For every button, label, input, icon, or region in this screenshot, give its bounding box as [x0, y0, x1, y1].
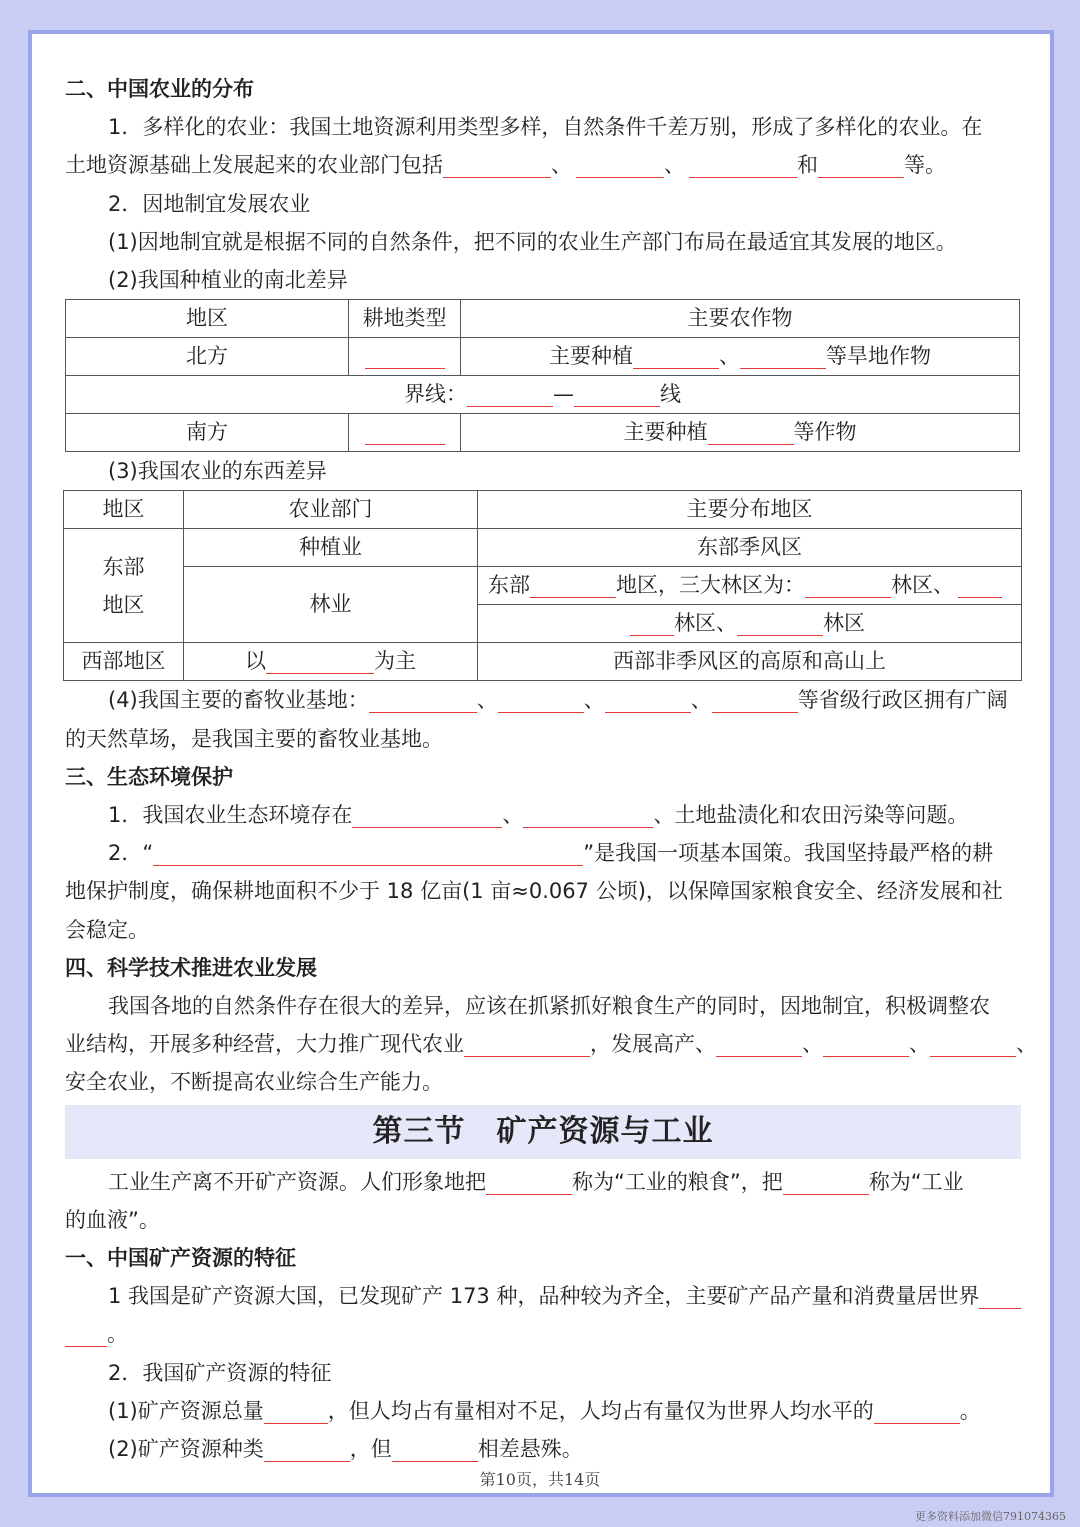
text: 称为“工业 — [868, 1169, 964, 1194]
fill-blank[interactable] — [574, 382, 660, 407]
paragraph: (2)我国种植业的南北差异 — [108, 268, 348, 293]
text: 为主 — [374, 649, 416, 674]
fill-blank[interactable] — [605, 688, 691, 713]
table-cell — [66, 376, 1020, 414]
fill-blank[interactable] — [979, 1284, 1021, 1309]
paragraph: 安全农业，不断提高农业综合生产能力。 — [65, 1070, 443, 1095]
text: 、 — [583, 688, 605, 713]
fill-blank[interactable] — [716, 1032, 802, 1057]
table-cell: 西部地区 — [64, 643, 184, 681]
paragraph — [65, 1025, 1037, 1063]
section-heading-ecology: 三、生态环境保护 — [65, 764, 233, 789]
text: ，但人均占有量相对不足，人均占有量仅为世界人均水平的 — [327, 1398, 874, 1423]
fill-blank[interactable] — [930, 1032, 1016, 1057]
text: 工业生产离不开矿产资源。人们形象地把 — [108, 1169, 486, 1194]
text: 东部 — [102, 554, 145, 579]
fill-blank[interactable] — [523, 803, 653, 828]
text: 、 — [802, 1032, 823, 1057]
fill-blank[interactable] — [805, 573, 891, 598]
chapter-title: 第三节 矿产资源与工业 — [65, 1105, 1021, 1159]
fill-blank[interactable] — [818, 153, 904, 178]
paragraph: 2．我国矿产资源的特征 — [108, 1360, 332, 1385]
table-header: 主要农作物 — [461, 300, 1020, 338]
fill-blank[interactable] — [783, 1170, 869, 1195]
table-header: 地区 — [66, 300, 349, 338]
table-header: 耕地类型 — [349, 300, 461, 338]
paragraph: 我国各地的自然条件存在很大的差异，应该在抓紧抓好粮食生产的同时，因地制宜，积极调整农 — [108, 994, 990, 1019]
fill-blank[interactable] — [740, 344, 826, 369]
fill-blank[interactable] — [823, 1032, 909, 1057]
paragraph: 地保护制度，确保耕地面积不少于 18 亿亩(1 亩≈0.067 公顷)，以保障国家粮食安全、经济发展和社 — [65, 879, 1003, 904]
east-west-table — [63, 490, 1022, 681]
text: 地区，三大林区为： — [616, 573, 805, 598]
text: 和 — [797, 153, 818, 178]
table-cell: 种植业 — [184, 529, 478, 567]
fill-blank[interactable] — [65, 1322, 107, 1347]
fill-blank[interactable] — [443, 153, 551, 178]
fill-blank[interactable] — [633, 344, 719, 369]
page-frame — [28, 30, 1054, 1497]
text: (2)矿产资源种类 — [108, 1437, 264, 1462]
text: 林区、 — [674, 611, 737, 636]
paragraph — [65, 1430, 1021, 1468]
text: 界线： — [404, 382, 467, 407]
text: 、 — [664, 153, 685, 178]
fill-blank[interactable] — [958, 573, 1002, 598]
page-content — [65, 70, 1037, 1468]
text: 、土地盐渍化和农田污染等问题。 — [653, 803, 969, 828]
text: ，但 — [349, 1437, 392, 1462]
fill-blank[interactable] — [530, 573, 616, 598]
text: 、 — [551, 153, 572, 178]
fill-blank[interactable] — [467, 382, 553, 407]
text: 业结构，开展多种经营，大力推广现代农业 — [65, 1032, 464, 1057]
fill-blank[interactable] — [498, 688, 584, 713]
text: 、 — [1016, 1032, 1037, 1057]
fill-blank[interactable] — [392, 1437, 478, 1462]
north-south-table — [65, 299, 1020, 452]
table-cell — [478, 605, 1022, 643]
paragraph — [65, 146, 1021, 184]
text: 等省级行政区拥有广阔 — [797, 688, 1008, 713]
paragraph: (3)我国农业的东西差异 — [108, 459, 327, 484]
text: 相差悬殊。 — [477, 1437, 583, 1462]
table-cell: 东部季风区 — [478, 529, 1022, 567]
fill-blank[interactable] — [712, 688, 798, 713]
text: 主要种植 — [623, 420, 708, 445]
paragraph — [65, 681, 1021, 719]
fill-blank[interactable] — [737, 611, 823, 636]
fill-blank[interactable] — [630, 611, 674, 636]
paragraph — [65, 1277, 1021, 1315]
text: ”是我国一项基本国策。我国坚持最严格的耕 — [583, 841, 994, 866]
table-cell — [461, 414, 1020, 452]
paragraph — [65, 796, 1021, 834]
fill-blank[interactable] — [464, 1032, 590, 1057]
text: 、 — [719, 344, 740, 369]
text: 等作物 — [793, 420, 857, 445]
text: 1 我国是矿产资源大国，已发现矿产 173 种，品种较为齐全，主要矿产品产量和消费量居世界 — [108, 1284, 980, 1309]
text: 、 — [476, 688, 498, 713]
fill-blank[interactable] — [153, 841, 583, 866]
text: 线 — [660, 382, 681, 407]
fill-blank[interactable] — [264, 1399, 328, 1424]
paragraph — [65, 834, 1021, 872]
table-cell: 南方 — [66, 414, 349, 452]
text: 2．“ — [108, 841, 154, 866]
table-cell — [64, 529, 184, 643]
text: 、 — [690, 688, 712, 713]
table-header: 主要分布地区 — [478, 491, 1022, 529]
watermark: 更多资料添加微信791074365 — [915, 1510, 1066, 1523]
text: ，发展高产、 — [590, 1032, 716, 1057]
text: — — [553, 382, 574, 407]
table-header: 地区 — [64, 491, 184, 529]
text: 地区 — [102, 592, 145, 617]
fill-blank[interactable] — [486, 1170, 572, 1195]
paragraph — [65, 1392, 1021, 1430]
fill-blank[interactable] — [369, 688, 477, 713]
text: 土地资源基础上发展起来的农业部门包括 — [65, 153, 443, 178]
text: (4)我国主要的畜牧业基地： — [108, 688, 369, 713]
text: (1)矿产资源总量 — [108, 1398, 264, 1423]
paragraph — [65, 1315, 1021, 1353]
paragraph: 的天然草场，是我国主要的畜牧业基地。 — [65, 726, 443, 751]
fill-blank[interactable] — [365, 420, 445, 445]
text: 等。 — [904, 153, 946, 178]
table-cell: 西部非季风区的高原和高山上 — [478, 643, 1022, 681]
fill-blank[interactable] — [352, 803, 502, 828]
text: 以 — [245, 649, 266, 674]
text: 。 — [107, 1322, 128, 1347]
text: 林区 — [823, 611, 865, 636]
fill-blank[interactable] — [264, 1437, 350, 1462]
section-heading-mineral-features: 一、中国矿产资源的特征 — [65, 1246, 296, 1271]
text: 、 — [909, 1032, 930, 1057]
paragraph: 的血液”。 — [65, 1207, 160, 1232]
table-cell — [461, 338, 1020, 376]
table-cell — [478, 567, 1022, 605]
fill-blank[interactable] — [576, 153, 664, 178]
fill-blank[interactable] — [689, 153, 797, 178]
table-cell: 北方 — [66, 338, 349, 376]
text: 。 — [959, 1398, 981, 1423]
fill-blank[interactable] — [365, 344, 445, 369]
table-header: 农业部门 — [184, 491, 478, 529]
paragraph — [65, 1163, 1021, 1201]
text: 1．我国农业生态环境存在 — [108, 803, 353, 828]
text: 主要种植 — [549, 344, 633, 369]
text: 称为“工业的粮食”，把 — [572, 1169, 783, 1194]
section-heading-agri-distribution: 二、中国农业的分布 — [65, 77, 254, 101]
text: 等旱地作物 — [826, 344, 931, 369]
table-cell — [349, 414, 461, 452]
text: 东部 — [488, 573, 530, 598]
text: 林区、 — [891, 573, 954, 598]
text: 、 — [502, 803, 524, 828]
fill-blank[interactable] — [708, 420, 794, 445]
table-cell: 林业 — [184, 567, 478, 643]
paragraph: 会稳定。 — [65, 917, 149, 942]
page-footer: 第10页，共14页 — [479, 1470, 601, 1489]
paragraph: 2．因地制宜发展农业 — [108, 191, 311, 216]
table-cell — [184, 643, 478, 681]
table-cell — [349, 338, 461, 376]
paragraph: 1．多样化的农业：我国土地资源利用类型多样，自然条件千差万别，形成了多样化的农业。在 — [108, 115, 983, 140]
fill-blank[interactable] — [266, 649, 374, 674]
section-heading-technology: 四、科学技术推进农业发展 — [65, 955, 317, 980]
paragraph: (1)因地制宜就是根据不同的自然条件，把不同的农业生产部门布局在最适宜其发展的地区。 — [108, 229, 957, 254]
fill-blank[interactable] — [874, 1399, 960, 1424]
